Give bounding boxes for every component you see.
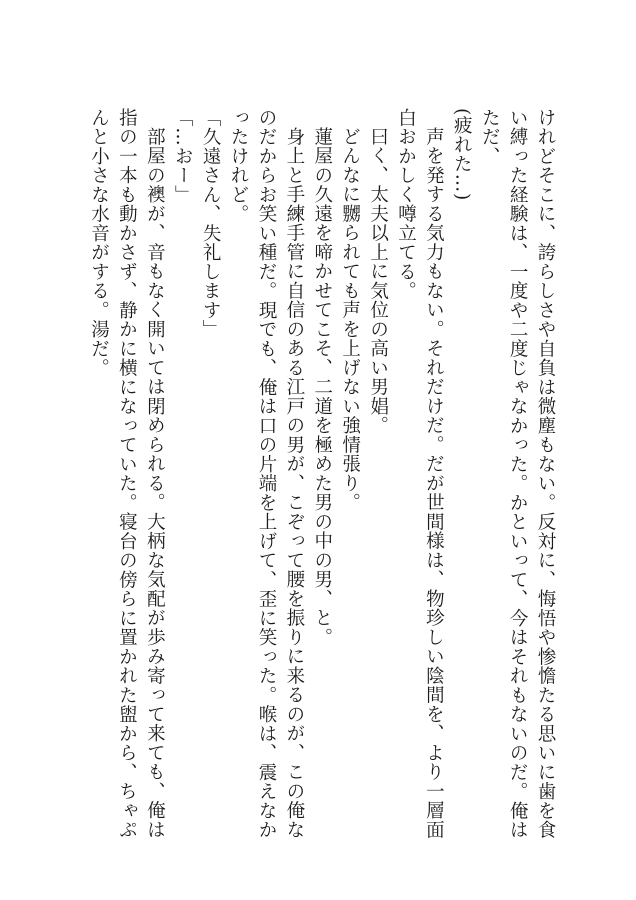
dialogue-line: 「…おー」 [172,108,194,205]
vertical-text-body [59,108,559,848]
paragraph: 蓮屋の久遠を啼かせてこそ、二道を極めた男の中の男、と。 [311,126,333,647]
paragraph: 曰く、太夫以上に気位の高い男娼。 [367,126,389,435]
paragraph: 部屋の襖が、音もなく開いては閉められる。大柄な気配が歩み寄って来ても、俺は指の一本も動かさず、静かに横になっていた。寝台の傍らに置かれた盥から、ちゃぷんと小さな水音がする。湯だ。 [88,108,166,840]
paragraph: どんなに嬲られても声を上げない強情張り。 [339,126,361,512]
paragraph: けれどそこに、誇らしさや自負は微塵もない。反対に、悔悟や惨憺たる思いに歯を食い縛った経験は、一度や二度じゃなかった。かといって、今はそれもないのだ。俺はただ、 [479,108,556,840]
paragraph: (疲れた…) [451,108,473,201]
paragraph: 声を発する気力もない。それだけだ。だが世間様は、物珍しい陰間を、より一層面白おかしく噂立てる。 [395,108,445,839]
paragraph: 身上と手練手管に自信のある江戸の男が、こぞって腰を振りに来るのが、この俺なのだからお笑い種だ。現でも、俺は口の片端を上げて、歪に笑った。喉は、震えなかったけれど。 [228,108,305,840]
dialogue-line: 「久遠さん、失礼します」 [200,108,222,339]
